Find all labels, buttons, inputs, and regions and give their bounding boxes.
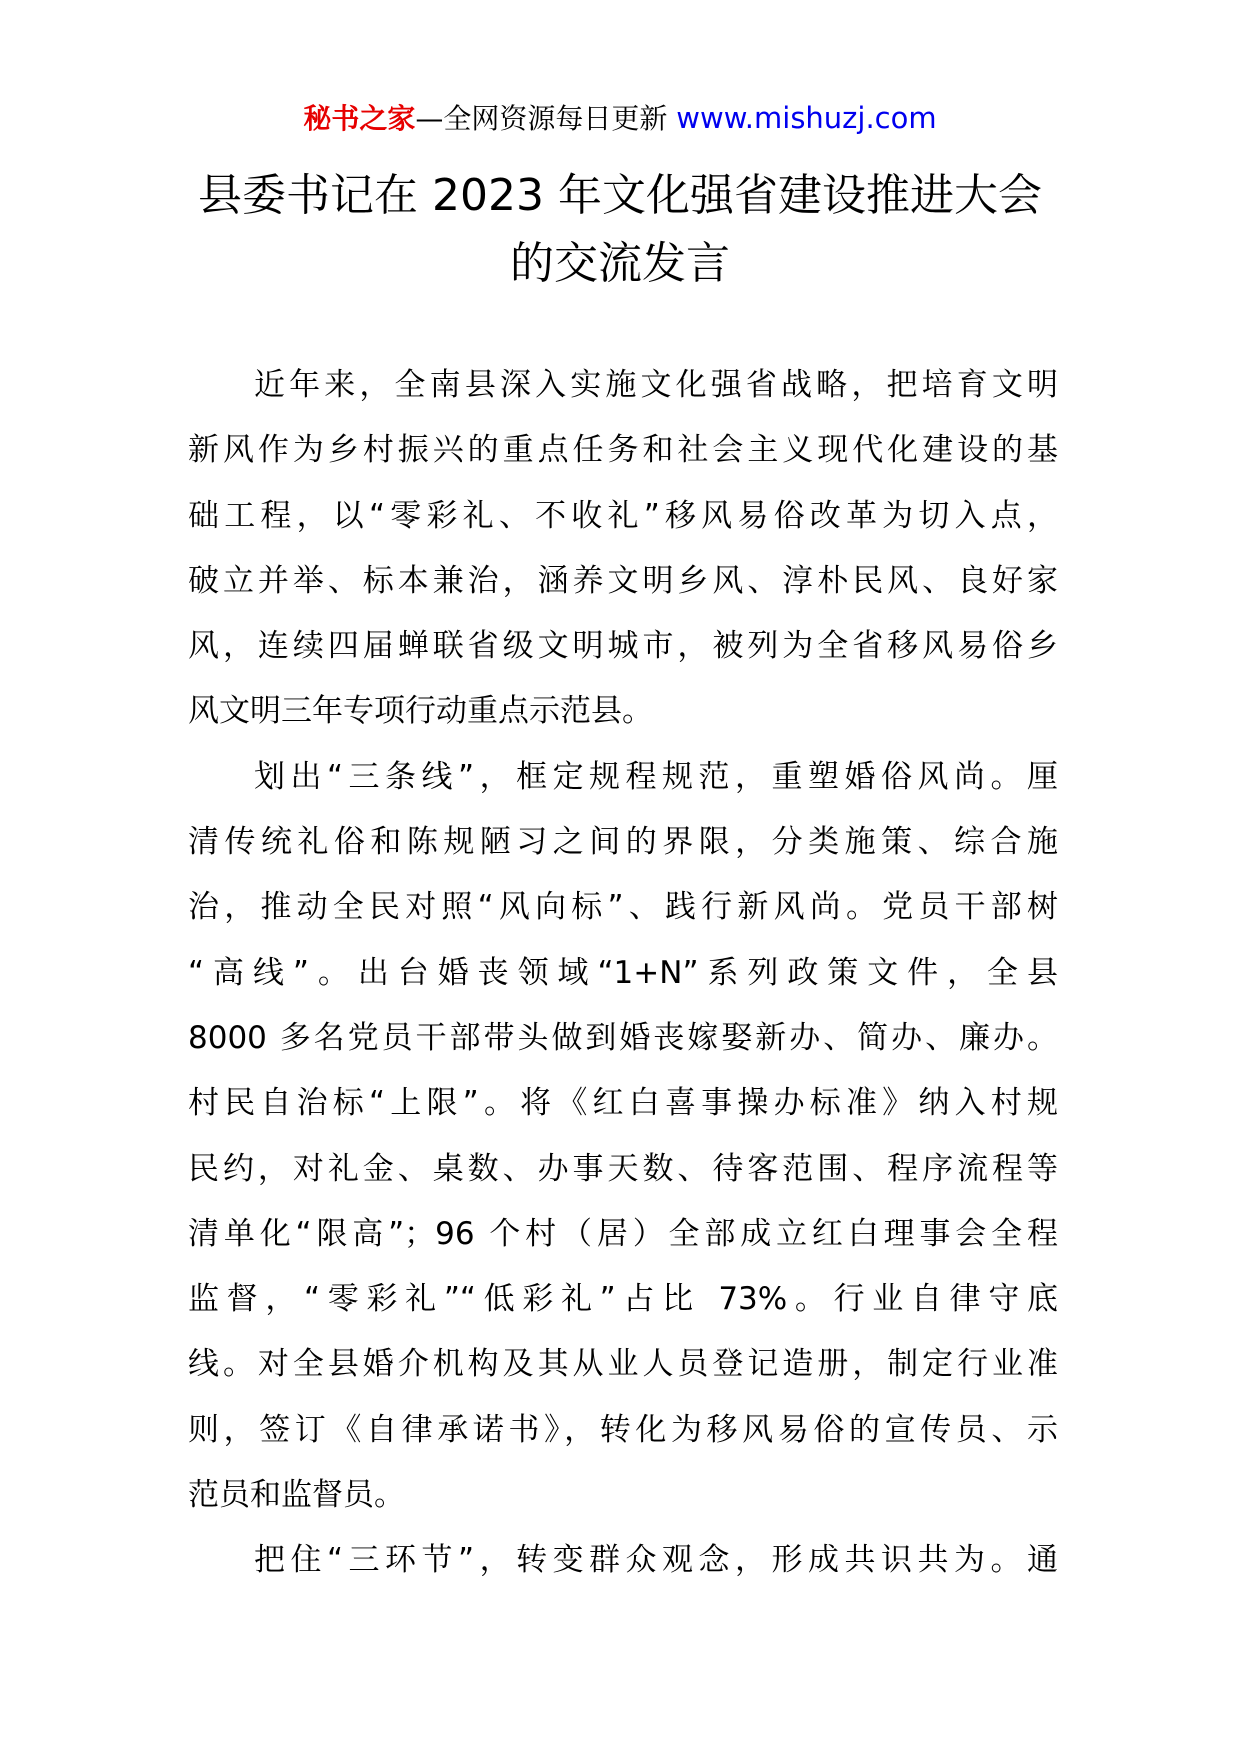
paragraph-line: 监督，“零彩礼”“低彩礼”占比 73%。行业自律守底 xyxy=(188,1281,1058,1318)
paragraph-line: 把住“三环节”，转变群众观念，形成共识共为。通 xyxy=(254,1542,1058,1579)
document-title xyxy=(0,162,1240,298)
paragraph-line: 破立并举、标本兼治，涵养文明乡风、淳朴民风、良好家 xyxy=(188,562,1058,599)
paragraph-line: 8000 多名党员干部带头做到婚丧嫁娶新办、简办、廉办。 xyxy=(188,1019,1058,1056)
paragraph-line: 则，签订《自律承诺书》，转化为移风易俗的宣传员、示 xyxy=(188,1411,1058,1448)
title-line-1: 县委书记在 2023 年文化强省建设推进大会 xyxy=(198,170,1042,221)
paragraph-line: 清传统礼俗和陈规陋习之间的界限，分类施策、综合施 xyxy=(188,824,1058,861)
paragraph-line: 范员和监督员。 xyxy=(188,1477,405,1514)
document-body xyxy=(188,353,1058,1594)
site-header xyxy=(0,98,1240,139)
paragraph-line: 新风作为乡村振兴的重点任务和社会主义现代化建设的基 xyxy=(188,432,1058,469)
site-brand: 秘书之家 xyxy=(303,102,416,135)
paragraph-line: 近年来，全南县深入实施文化强省战略，把培育文明 xyxy=(254,367,1058,403)
paragraph-line: 线。对全县婚介机构及其从业人员登记造册，制定行业准 xyxy=(188,1346,1058,1383)
paragraph-line: 村民自治标“上限”。将《红白喜事操办标准》纳入村规 xyxy=(188,1085,1058,1122)
paragraph-line: 风文明三年专项行动重点示范县。 xyxy=(188,693,653,730)
paragraph-line: “高线”。出台婚丧领域“1+N”系列政策文件，全县 xyxy=(188,954,1058,991)
paragraph-line: 风，连续四届蝉联省级文明城市，被列为全省移风易俗乡 xyxy=(188,628,1058,665)
paragraph-line: 础工程，以“零彩礼、不收礼”移风易俗改革为切入点， xyxy=(188,497,1058,534)
title-line-2: 的交流发言 xyxy=(510,238,730,289)
paragraph-line: 清单化“限高”；96 个村（居）全部成立红白理事会全程 xyxy=(188,1215,1058,1252)
paragraph-line: 治，推动全民对照“风向标”、践行新风尚。党员干部树 xyxy=(188,889,1058,926)
paragraph-line: 划出“三条线”，框定规程规范，重塑婚俗风尚。厘 xyxy=(254,758,1058,795)
paragraph-line: 民约，对礼金、桌数、办事天数、待客范围、程序流程等 xyxy=(188,1150,1058,1187)
site-url-link[interactable]: www.mishuzj.com xyxy=(676,101,937,135)
site-tagline: —全网资源每日更新 xyxy=(415,102,677,135)
